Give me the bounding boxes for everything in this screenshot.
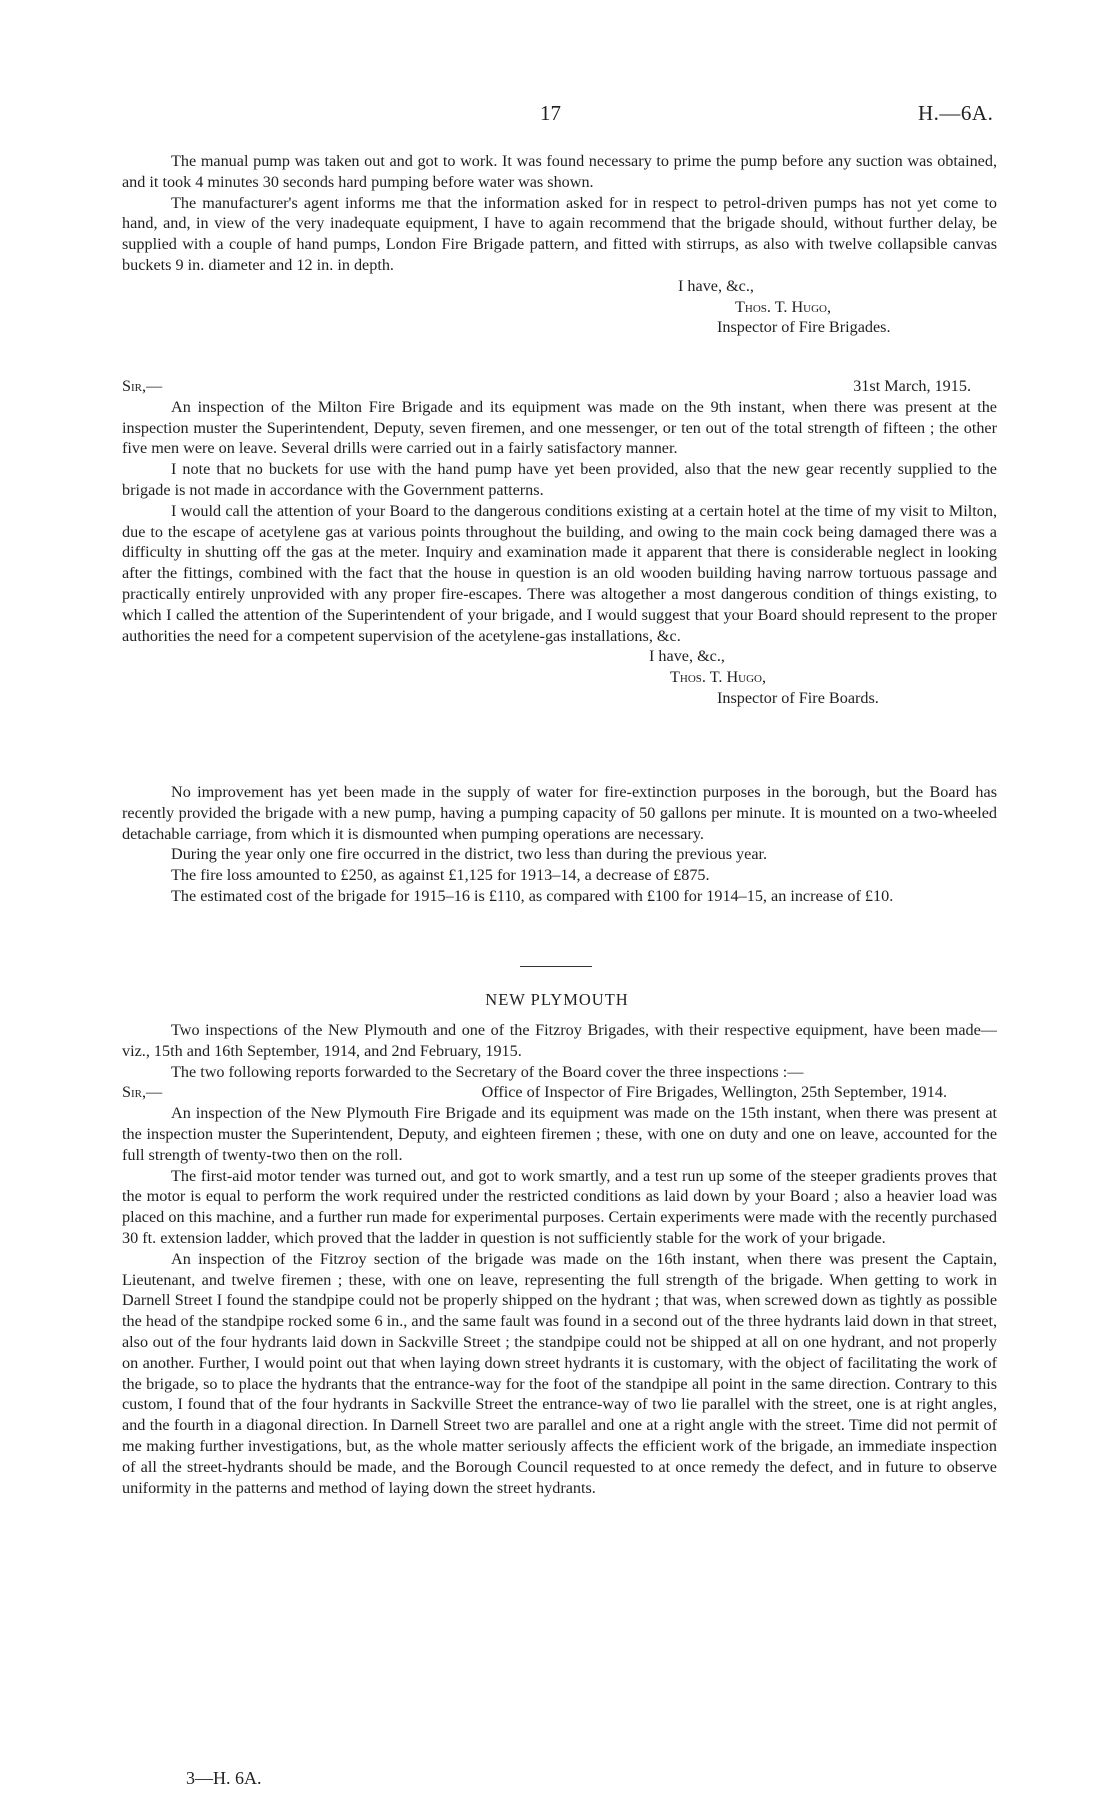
document-reference: H.—6A. bbox=[918, 101, 994, 125]
paragraph: An inspection of the Fitzroy section of the brigade was made on the 16th instant, when there was present the Captain, Lieutenant, and twelve firemen ; these, with one on leave, representing the full strength of the brigade. When getting to work in Darnell Street I found the standpipe could not be properly shipped on the hydrant ; that was, when screwed down as tightly as possible the head of the standpipe rocked some 6 in., and the same fault was found in a second out of the three hydrants laid down in that street, also out of the four hydrants laid down in Sackville Street ; the standpipe could not be shipped at all on one hydrant, and not properly on another. Further, I would point out that when laying down street hydrants it is customary, with the object of facilitating the work of the brigade, so to place the hydrants that the entrance-way for the foot of the standpipe all point in the same direction. Contrary to this custom, I found that of the four hydrants in Sackville Street the entrance-way of two lie parallel with the street, one is at right angles, and the fourth in a diagonal direction. In Darnell Street two are parallel and one at a right angle with the street. Time did not permit of me making further investigations, but, as the whole matter seriously affects the efficient work of the brigade, an immediate inspection of all the street-hydrants should be made, and the Borough Council requested to at once remedy the defect, and in future to observe uniformity in the patterns and method of laying down the street hydrants. bbox=[122, 1249, 997, 1497]
paragraph: During the year only one fire occurred in the district, two less than during the previous year. bbox=[171, 845, 768, 864]
paragraph: I would call the attention of your Board to the dangerous conditions existing at a certain hotel at the time of my visit to Milton, due to the escape of acetylene gas at various points throughout the building, and owing to the main cock being damaged there was a difficulty in shutting off the gas at the meter. Inquiry and examination made it apparent that there is considerable neglect in looking after the fittings, combined with the fact that the house in question is an old wooden building having narrow tortuous passage and practically entirely unprovided with any proper fire-escapes. There was altogether a most dangerous condition of things existing, to which I called the attention of the Superintendent of your brigade, and I would suggest that your Board should represent to the proper authorities the need for a competent supervision of the acetylene-gas installations, &c. bbox=[122, 501, 997, 645]
signatory: Thos. T. Hugo, bbox=[670, 668, 767, 687]
salutation-row bbox=[122, 376, 997, 397]
report-milton-conclusion bbox=[122, 151, 997, 338]
paragraph: The fire loss amounted to £250, as against £1,125 for 1913–14, a decrease of £875. bbox=[171, 866, 710, 885]
closing: I have, &c., bbox=[649, 647, 725, 666]
paragraph: The first-aid motor tender was turned out, and got to work smartly, and a test run up some of the steeper gradients proves that the motor is equal to perform the work required under the restricted conditions as laid down by your Board ; also a heavier load was placed on this machine, and a further run made for experimental purposes. Certain experiments were made with the recently purchased 30 ft. extension ladder, which proved that the ladder in question is not sufficiently stable for the work of your brigade. bbox=[122, 1166, 997, 1247]
report-date: 31st March, 1915. bbox=[853, 377, 971, 395]
salutation: Sir,— bbox=[122, 377, 163, 395]
paragraph: The estimated cost of the brigade for 1915–16 is £110, as compared with £100 for 1914–15, an increase of £10. bbox=[171, 886, 894, 905]
signatory-title: Inspector of Fire Boards. bbox=[717, 688, 879, 707]
signature-mark: 3—H. 6A. bbox=[186, 1768, 262, 1788]
signatory: Thos. T. Hugo, bbox=[735, 297, 832, 316]
page-number: 17 bbox=[540, 101, 561, 125]
paragraph: No improvement has yet been made in the supply of water for fire-extinction purposes in the borough, but the Board has recently provided the brigade with a new pump, having a pumping capacity of 50 gallons per minute. It is mounted on a two-wheeled detachable carriage, from which it is dismounted when pumping operations are necessary. bbox=[122, 783, 997, 843]
section-divider bbox=[520, 966, 592, 967]
salutation-row bbox=[122, 1082, 997, 1103]
report-milton-march bbox=[122, 376, 997, 709]
office-dateline: Office of Inspector of Fire Brigades, Wellington, 25th September, 1914. bbox=[481, 1083, 947, 1102]
paragraph: An inspection of the Milton Fire Brigade and its equipment was made on the 9th instant, when there was present at the inspection muster the Superintendent, Deputy, seven firemen, and one messenger, or ten out of the total strength of fifteen ; the other five men were on leave. Several drills were carried out in a fairly satisfactory manner. bbox=[122, 397, 997, 458]
paragraph: The manufacturer's agent informs me that the information asked for in respect to petrol-driven pumps has not yet come to hand, and, in view of the very inadequate equipment, I have to again recommend that the brigade should, without further delay, be supplied with a couple of hand pumps, London Fire Brigade pattern, and fitted with stirrups, as also with twelve collapsible canvas buckets 9 in. diameter and 12 in. in depth. bbox=[122, 193, 997, 274]
paragraph: The manual pump was taken out and got to work. It was found necessary to prime the pump before any suction was obtained, and it took 4 minutes 30 seconds hard pumping before water was shown. bbox=[122, 152, 997, 191]
paragraph: An inspection of the New Plymouth Fire Brigade and its equipment was made on the 15th instant, when there was present at the inspection muster the Superintendent, Deputy, and eighteen firemen ; these, with one on duty and one on leave, accounted for the full strength of twenty-two then on the roll. bbox=[122, 1104, 997, 1164]
paragraph: Two inspections of the New Plymouth and one of the Fitzroy Brigades, with their respective equipment, have been made—viz., 15th and 16th September, 1914, and 2nd February, 1915. bbox=[122, 1021, 997, 1060]
section-heading: NEW PLYMOUTH bbox=[485, 990, 629, 1009]
salutation: Sir,— bbox=[122, 1083, 163, 1102]
closing: I have, &c., bbox=[678, 276, 754, 295]
signatory-title: Inspector of Fire Brigades. bbox=[717, 318, 891, 337]
milton-summary bbox=[122, 782, 997, 907]
paragraph: I note that no buckets for use with the hand pump have yet been provided, also that the new gear recently supplied to the brigade is not made in accordance with the Government patterns. bbox=[122, 460, 997, 499]
new-plymouth-section bbox=[122, 1020, 997, 1498]
paragraph: The two following reports forwarded to the Secretary of the Board cover the three inspections :— bbox=[171, 1062, 804, 1081]
